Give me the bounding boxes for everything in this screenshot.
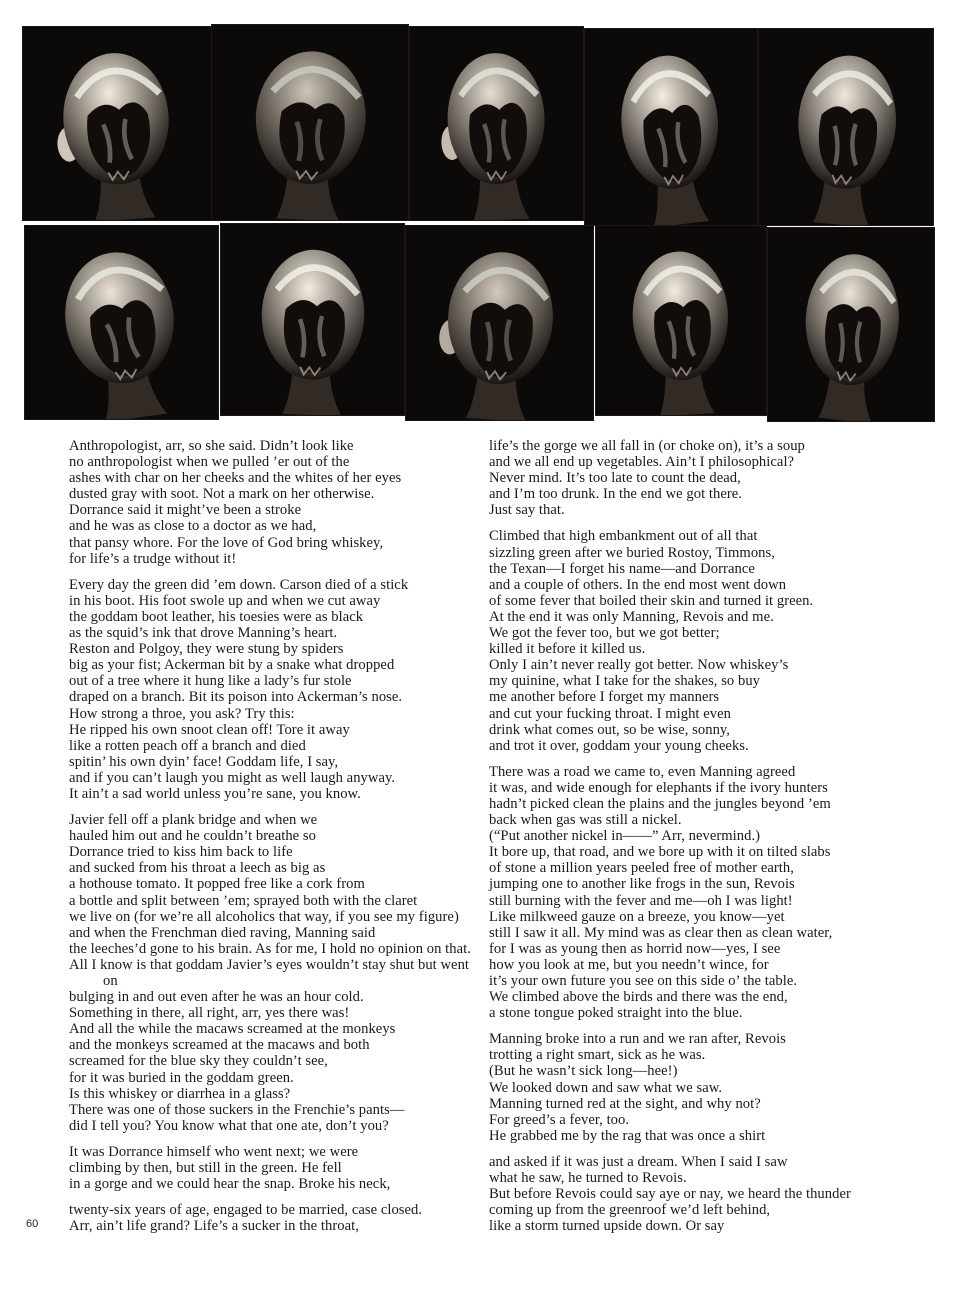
poem-line: and I’m too drunk. In the end we got there. <box>489 486 743 503</box>
right-stanza-2 <box>489 528 904 753</box>
poem-line: and the monkeys screamed at the macaws and both <box>69 1037 370 1054</box>
poem-line: (But he wasn’t sick long—hee!) <box>489 1063 678 1080</box>
skull-painting-3 <box>410 27 583 220</box>
poem-line: in a gorge and we could hear the snap. Broke his neck, <box>69 1176 391 1193</box>
poem-line: It bore up, that road, and we bore up with it on tilted slabs <box>489 844 831 861</box>
poem-line: back when gas was still a nickel. <box>489 812 682 829</box>
poem-line: the goddam boot leather, his toesies were as black <box>69 608 364 625</box>
poem-line: sizzling green after we buried Rostoy, Timmons, <box>489 544 775 561</box>
poem-line: We got the fever too, but we got better; <box>489 625 720 642</box>
poem-right-column <box>489 438 904 1244</box>
poem-line: in his boot. His foot swole up and when we cut away <box>69 592 381 609</box>
poem-line: drink what comes out, so be wise, sonny, <box>489 721 731 738</box>
poem-line: and when the Frenchman died raving, Manning said <box>69 924 376 941</box>
poem-line: coming up from the greenroof we’d left behind, <box>489 1202 771 1219</box>
poem-line: and if you can’t laugh you might as well laugh anyway. <box>69 769 396 786</box>
skull-painting-8 <box>406 226 593 420</box>
poem-line: Javier fell off a plank bridge and when we <box>69 812 318 829</box>
poem-line: Dorrance said it might’ve been a stroke <box>69 502 302 519</box>
poem-line: for I was as young then as horrid now—yes, I see <box>489 940 781 957</box>
skull-painting-10 <box>768 228 934 421</box>
right-stanza-3 <box>489 764 904 1022</box>
poem-line: screamed for the blue sky they couldn’t see, <box>69 1053 328 1070</box>
poem-line: He grabbed me by the rag that was once a shirt <box>489 1127 766 1144</box>
left-stanza-5 <box>69 1202 474 1234</box>
poem-line: like a rotten peach off a branch and died <box>69 737 306 754</box>
poem-line: the Texan—I forget his name—and Dorrance <box>489 560 755 577</box>
poem-line: But before Revois could say aye or nay, we heard the thunder <box>489 1186 851 1203</box>
poem-line: Reston and Polgoy, they were stung by spiders <box>69 641 344 658</box>
poem-line: spitin’ his own dyin’ face! Goddam life, I say, <box>69 753 339 770</box>
poem-line: Is this whiskey or diarrhea in a glass? <box>69 1085 291 1102</box>
poem-line: and he was as close to a doctor as we had, <box>69 518 317 535</box>
poem-line: twenty-six years of age, engaged to be married, case closed. <box>69 1202 423 1219</box>
poem-line: We climbed above the birds and there was the end, <box>489 989 788 1006</box>
poem-line: We looked down and saw what we saw. <box>489 1079 723 1096</box>
poem-left-column <box>69 438 474 1244</box>
poem-line: And all the while the macaws screamed at the monkeys <box>69 1021 396 1038</box>
right-stanza-4 <box>489 1031 904 1144</box>
poem-line: no anthropologist when we pulled ’er out of the <box>69 454 350 471</box>
poem-line: Arr, ain’t life grand? Life’s a sucker in the throat, <box>69 1218 359 1235</box>
left-stanza-1 <box>69 438 474 567</box>
skull-painting-6 <box>25 226 218 419</box>
skull-painting-9 <box>596 226 766 415</box>
poem-line: my quinine, what I take for the shakes, so buy <box>489 673 761 690</box>
poem-line: for life’s a trudge without it! <box>69 550 237 567</box>
poem-line: ashes with char on her cheeks and the whites of her eyes <box>69 470 402 487</box>
poem-line: Something in there, all right, arr, yes there was! <box>69 1005 350 1022</box>
poem-line: the leeches’d gone to his brain. As for me, I hold no opinion on that. <box>69 940 471 957</box>
poem-line: killed it before it killed us. <box>489 641 646 658</box>
skull-painting-1 <box>23 27 211 220</box>
poem-line: There was one of those suckers in the Frenchie’s pants— <box>69 1101 405 1118</box>
left-stanza-3 <box>69 812 474 1134</box>
poem-line: draped on a branch. Bit its poison into Ackerman’s nose. <box>69 689 403 706</box>
poem-line: out of a tree where it hung like a lady’s fur stole <box>69 673 352 690</box>
poem-line: How strong a throe, you ask? Try this: <box>69 705 295 722</box>
poem-line: Manning broke into a run and we ran after, Revois <box>489 1031 786 1048</box>
poem-line: Never mind. It’s too late to count the dead, <box>489 470 741 487</box>
poem-line: trotting a right smart, sick as he was. <box>489 1047 706 1064</box>
poem-line: still I saw it all. My mind was as clear then as clean water, <box>489 924 833 941</box>
poem-line: hauled him out and he couldn’t breathe so <box>69 828 316 845</box>
poem-line: dusted gray with soot. Not a mark on her otherwise. <box>69 486 375 503</box>
poem-line: me another before I forget my manners <box>489 689 720 706</box>
poem-line: it’s your own future you see on this side o’ the table. <box>489 973 798 989</box>
skull-painting-gallery <box>0 0 960 430</box>
poem-line: climbing by then, but still in the green. He fell <box>69 1160 342 1177</box>
poem-line: bulging in and out even after he was an hour cold. <box>69 989 364 1006</box>
poem-line: as the squid’s ink that drove Manning’s heart. <box>69 625 338 642</box>
poem-line: hadn’t picked clean the plains and the jungles beyond ’em <box>489 795 831 812</box>
poem-line: For greed’s a fever, too. <box>489 1111 630 1128</box>
poem-line: jumping one to another like frogs in the sun, Revois <box>489 876 795 893</box>
poem-line: (“Put another nickel in——” Arr, nevermind.) <box>489 828 761 845</box>
skull-painting-2 <box>212 25 408 220</box>
poem-line: and a couple of others. In the end most went down <box>489 576 787 593</box>
poem-line: of some fever that boiled their skin and turned it green. <box>489 592 814 609</box>
poem-line: Climbed that high embankment out of all that <box>489 528 758 545</box>
skull-painting-5 <box>759 29 933 225</box>
skull-painting-4 <box>585 29 757 225</box>
right-stanza-1 <box>489 438 904 518</box>
poem-line: There was a road we came to, even Manning agreed <box>489 763 796 780</box>
poem-line: He ripped his own snoot clean off! Tore it away <box>69 721 350 738</box>
poem-line: Only I ain’t never really got better. Now whiskey’s <box>489 657 789 674</box>
poem-line: At the end it was only Manning, Revois and me. <box>489 608 774 625</box>
poem-line: and asked if it was just a dream. When I said I saw <box>489 1153 788 1170</box>
poem-line: for it was buried in the goddam green. <box>69 1069 294 1086</box>
poem-line: and sucked from his throat a leech as big as <box>69 860 326 877</box>
poem-line: Every day the green did ’em down. Carson died of a stick <box>69 576 409 593</box>
page-number: 60 <box>26 1218 39 1230</box>
poem-line: Like milkweed gauze on a breeze, you know—yet <box>489 908 785 925</box>
right-stanza-5 <box>489 1154 904 1234</box>
poem-line: Manning turned red at the sight, and why not? <box>489 1095 761 1112</box>
poem-line: big as your fist; Ackerman bit by a snake what dropped <box>69 657 395 674</box>
poem-line: a hothouse tomato. It popped free like a cork from <box>69 876 365 893</box>
poem-line: Anthropologist, arr, so she said. Didn’t look like <box>69 438 354 454</box>
poem-line: we live on (for we’re all alcoholics that way, if you see my figure) <box>69 908 459 925</box>
poem-line: Just say that. <box>489 502 565 519</box>
poem-line: of stone a million years peeled free of mother earth, <box>489 860 794 877</box>
poem-line: a bottle and split between ’em; sprayed both with the claret <box>69 892 418 909</box>
skull-painting-7 <box>221 224 404 415</box>
poem-line: did I tell you? You know what that one ate, don’t you? <box>69 1117 389 1134</box>
poem-line: what he saw, he turned to Revois. <box>489 1170 687 1187</box>
poem-line: how you look at me, but you needn’t wince, for <box>489 956 769 973</box>
poem-line: It was Dorrance himself who went next; we were <box>69 1143 359 1160</box>
left-stanza-4 <box>69 1144 474 1192</box>
poem-line: life’s the gorge we all fall in (or choke on), it’s a soup <box>489 438 805 454</box>
poem-line: All I know is that goddam Javier’s eyes wouldn’t stay shut but went on <box>69 956 470 989</box>
left-stanza-2 <box>69 577 474 802</box>
poem-line: and we all end up vegetables. Ain’t I philosophical? <box>489 454 795 471</box>
poem-line: like a storm turned upside down. Or say <box>489 1218 725 1235</box>
poem-line: and trot it over, goddam your young cheeks. <box>489 737 749 754</box>
poem-line: still burning with the fever and me—oh I was light! <box>489 892 793 909</box>
poem-line: a stone tongue poked straight into the blue. <box>489 1005 743 1022</box>
poem-line: and cut your fucking throat. I might even <box>489 705 731 722</box>
poem-line: it was, and wide enough for elephants if the ivory hunters <box>489 779 828 796</box>
poem-line: It ain’t a sad world unless you’re sane, you know. <box>69 785 361 802</box>
poem-line: that pansy whore. For the love of God bring whiskey, <box>69 534 384 551</box>
poem-line: Dorrance tried to kiss him back to life <box>69 844 293 861</box>
